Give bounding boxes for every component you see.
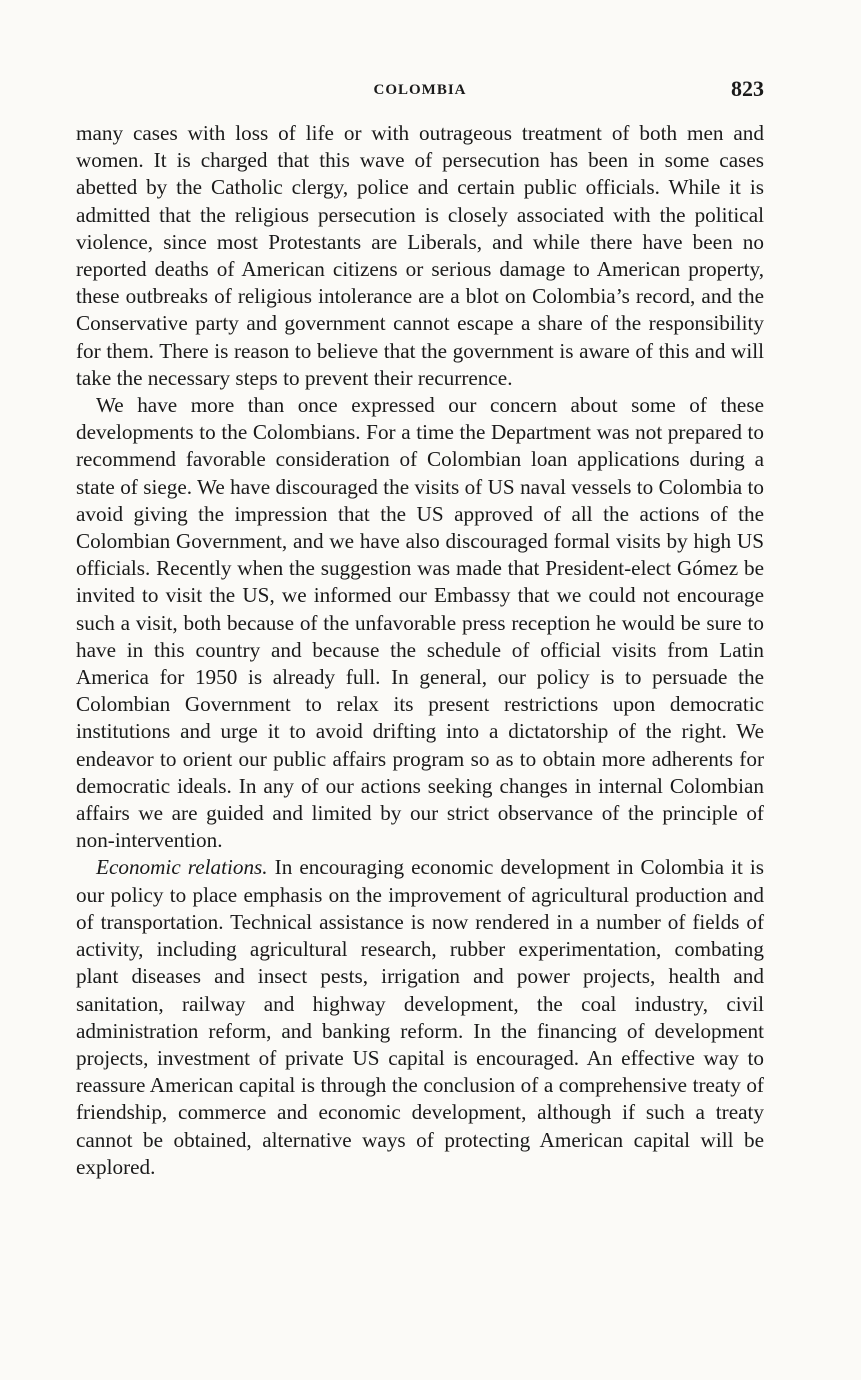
section-run-in-heading: Economic relations. [96,855,268,880]
running-head: COLOMBIA [373,82,467,98]
paragraph-concern: We have more than once expressed our concern about some of these developments to the Colombians. For a time the Department was not prepared to recommend favorable consideration of Colombian loan applications during a state of siege. We have discouraged the visits of US naval vessels to Colombia to avoid giving the impression that the US approved of all the actions of the Colombian Government, and we have also discouraged formal visits by high US officials. Recently when the suggestion was made that President-elect Gómez be invited to visit the US, we informed our Embassy that we could not encourage such a visit, both because of the unfavorable press reception he would be sure to have in this country and because the schedule of official visits from Latin America for 1950 is already full. In general, our policy is to persuade the Colombian Government to relax its present restrictions upon democratic institutions and urge it to avoid drifting into a dictatorship of the right. We endeavor to orient our public affairs program so as to obtain more adherents for democratic ideals. In any of our actions seeking changes in internal Colombian affairs we are guided and limited by our strict observance of the principle of non-intervention. [76,393,764,853]
page-number: 823 [731,76,764,101]
page-header [76,76,764,106]
body-text [76,120,764,1181]
paragraph-economic-relations [76,854,764,1180]
paragraph-continuation: many cases with loss of life or with outrageous treatment of both men and women. It is charged that this wave of persecution has been in some cases abetted by the Catholic clergy, police and certain public officials. While it is admitted that the religious persecution is closely associated with the political violence, since most Protestants are Liberals, and while there have been no reported deaths of American citizens or serious damage to American property, these outbreaks of religious intolerance are a blot on Colombia’s record, and the Conservative party and government cannot escape a share of the responsibility for them. There is reason to believe that the government is aware of this and will take the necessary steps to prevent their recurrence. [76,121,764,390]
paragraph-economic-text: In encouraging economic development in Colombia it is our policy to place emphasis on the improvement of agricultural production and of transportation. Technical assistance is now rendered in a number of fields of activity, including agricultural research, rubber experimentation, combating plant diseases and insect pests, irrigation and power projects, health and sanitation, railway and highway development, the coal industry, civil administration reform, and banking reform. In the financing of development projects, investment of private US capital is encouraged. An effective way to reassure American capital is through the conclusion of a comprehensive treaty of friendship, commerce and economic development, although if such a treaty cannot be obtained, alternative ways of protecting American capital will be explored. [76,855,764,1179]
